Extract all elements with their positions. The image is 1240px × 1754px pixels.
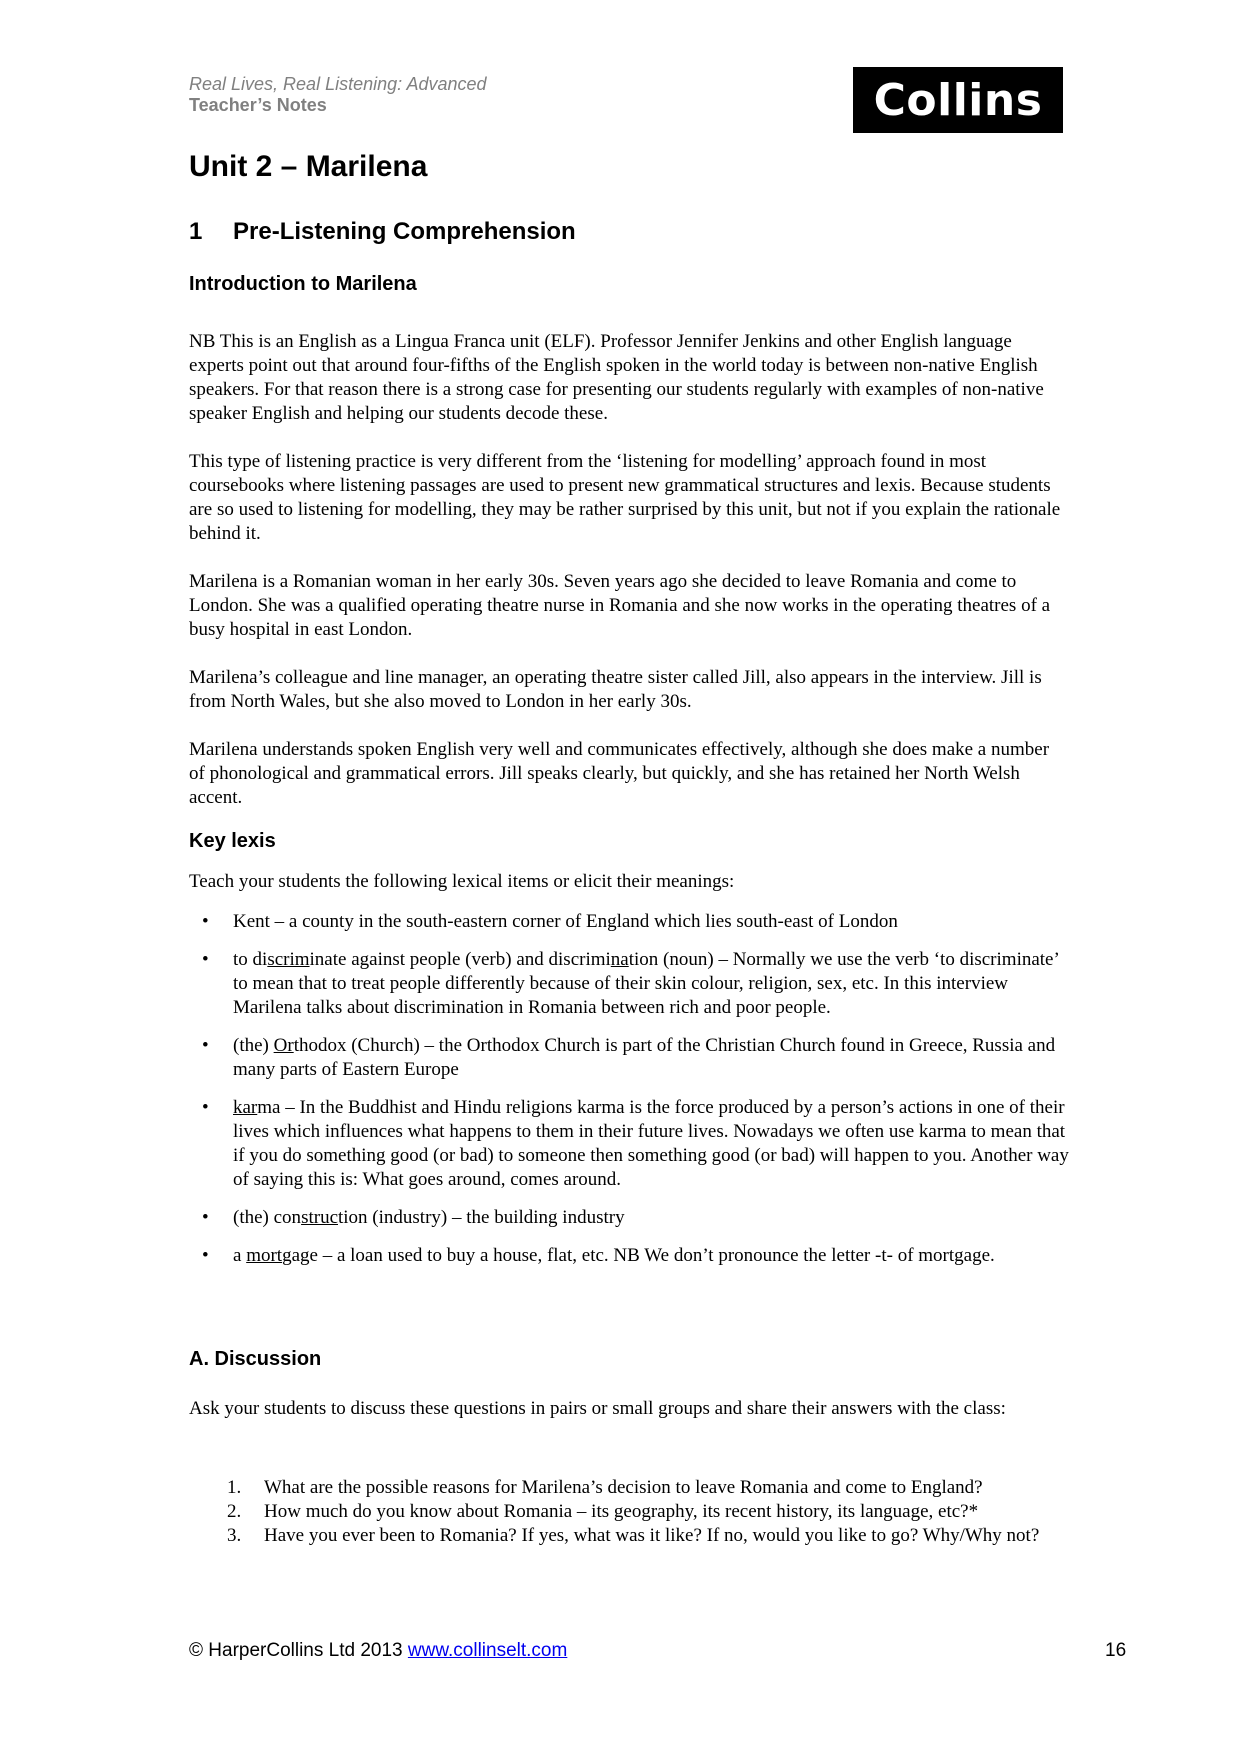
bullet-icon: •	[202, 949, 209, 970]
intro-paragraph: Marilena understands spoken English very well and communicates effectively, although she does make a number of phonological and grammatical errors. Jill speaks clearly, but quickly, and she has retained her North Welsh accent.	[189, 739, 1050, 808]
discussion-heading: A. Discussion	[189, 1348, 322, 1370]
list-item	[189, 1034, 1069, 1082]
list-item	[189, 1206, 1069, 1230]
key-lexis-list	[189, 910, 1069, 1282]
discussion-questions	[189, 1476, 1069, 1548]
stress-underline: mort	[246, 1245, 283, 1266]
list-item	[189, 1524, 1069, 1548]
list-item	[189, 1500, 1069, 1524]
lexis-text: (the)	[233, 1035, 274, 1056]
list-item	[189, 1244, 1069, 1268]
key-lexis-instruction: Teach your students the following lexical items or elicit their meanings:	[189, 871, 735, 892]
intro-paragraph: NB This is an English as a Lingua Franca unit (ELF). Professor Jennifer Jenkins and other English language experts point out that around four-fifths of the English spoken in the world today is between non-native English speakers. For that reason there is a strong case for presenting our students regularly with examples of non-native speaker English and helping our students decode these.	[189, 331, 1044, 424]
document-subtitle: Teacher’s Notes	[189, 95, 327, 115]
key-lexis-heading: Key lexis	[189, 830, 276, 852]
list-item	[189, 910, 1069, 934]
intro-paragraph: This type of listening practice is very different from the ‘listening for modelling’ approach found in most coursebooks where listening passages are used to present new grammatical structures and lexis. Because students are so used to listening for modelling, they may be rather surprised by this unit, but not if you explain the rationale behind it.	[189, 451, 1061, 544]
bullet-icon: •	[202, 911, 209, 932]
list-item	[189, 1476, 1069, 1500]
question-number: 2.	[227, 1501, 242, 1522]
list-item	[189, 1096, 1069, 1192]
unit-title: Unit 2 – Marilena	[189, 150, 428, 183]
bullet-icon: •	[202, 1245, 209, 1266]
stress-underline: struc	[301, 1207, 338, 1228]
lexis-text: (the) con	[233, 1207, 302, 1228]
section-title: Pre-Listening Comprehension	[233, 218, 576, 245]
lexis-text: to di	[233, 949, 268, 970]
stress-underline: na	[610, 949, 629, 970]
collins-logo: Collins	[853, 67, 1063, 133]
intro-paragraph: Marilena is a Romanian woman in her early 30s. Seven years ago she decided to leave Romania and come to London. She was a qualified operating theatre nurse in Romania and she now works in the operating theatres of a busy hospital in east London.	[189, 571, 1051, 640]
intro-paragraph: Marilena’s colleague and line manager, an operating theatre sister called Jill, also appears in the interview. Jill is from North Wales, but she also moved to London in her early 30s.	[189, 667, 1042, 712]
intro-heading: Introduction to Marilena	[189, 273, 417, 295]
discussion-instruction: Ask your students to discuss these questions in pairs or small groups and share their answers with the class:	[189, 1398, 1006, 1419]
footer-copyright	[189, 1640, 567, 1662]
lexis-text: tion (industry) – the building industry	[338, 1207, 625, 1228]
bullet-icon: •	[202, 1207, 209, 1228]
lexis-text: thodox (Church) – the Orthodox Church is part of the Christian Church found in Greece, Russia and many parts of Eastern Europe	[233, 1035, 1056, 1080]
bullet-icon: •	[202, 1035, 209, 1056]
question-text: How much do you know about Romania – its geography, its recent history, its language, etc?*	[264, 1501, 979, 1522]
page-number: 16	[1105, 1640, 1127, 1661]
bullet-icon: •	[202, 1097, 209, 1118]
stress-underline: scrim	[267, 949, 310, 970]
lexis-text: gage – a loan used to buy a house, flat, etc. NB We don’t pronounce the letter -t- of mortgage.	[282, 1245, 995, 1266]
lexis-text: a	[233, 1245, 247, 1266]
list-item	[189, 948, 1069, 1020]
website-link[interactable]: www.collinselt.com	[407, 1640, 568, 1661]
copyright-text: © HarperCollins Ltd 2013	[189, 1640, 408, 1661]
stress-underline: kar	[233, 1097, 258, 1118]
lexis-text: Kent – a county in the south-eastern corner of England which lies south-east of London	[233, 911, 898, 932]
lexis-text: tion (noun) – Normally we use the verb ‘to discriminate’ to mean that to treat people differently because of their skin colour, religion, sex, etc. In this interview Marilena talks about discrimination in Romania between rich and poor people.	[233, 949, 1059, 1018]
section-heading	[189, 218, 576, 246]
question-text: Have you ever been to Romania? If yes, what was it like? If no, would you like to go? Why/Why not?	[264, 1525, 1040, 1546]
lexis-text: ma – In the Buddhist and Hindu religions karma is the force produced by a person’s actions in one of their lives which influences what happens to them in their future lives. Nowadays we often use karma to mean that if you do something good (or bad) to someone then something good (or bad) will happen to you. Another way of saying this is: What goes around, comes around.	[233, 1097, 1069, 1190]
question-number: 1.	[227, 1477, 242, 1498]
stress-underline: Or	[273, 1035, 294, 1056]
section-number: 1	[189, 218, 203, 245]
question-text: What are the possible reasons for Marilena’s decision to leave Romania and come to England?	[264, 1477, 983, 1498]
question-number: 3.	[227, 1525, 242, 1546]
series-title: Real Lives, Real Listening: Advanced	[189, 74, 487, 94]
lexis-text: inate against people (verb) and discrimi	[309, 949, 611, 970]
